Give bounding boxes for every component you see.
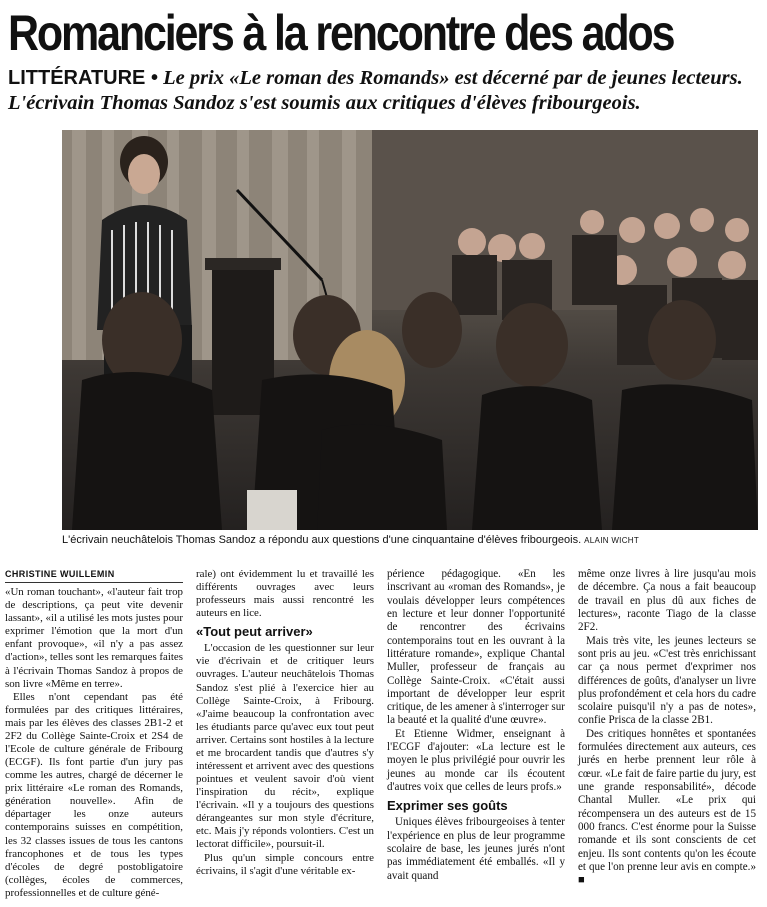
article-photo [62,130,758,530]
standfirst [8,66,760,116]
article-column-4 [578,568,756,888]
standfirst-text: Le prix «Le roman des Romands» est décerné par de jeunes lecteurs. L'écrivain Thomas Sandoz s'est soumis aux critiques d'élèves fribourgeois. [8,67,743,114]
article-column-3 [387,568,565,883]
headline: Romanciers à la rencontre des ados [8,5,674,61]
article-paragraph: rale) ont évidemment lu et travaillé les différents ouvrages avec leurs professeurs mais aussi rencontré les auteurs en lice. [196,568,374,620]
article-paragraph: périence pédagogique. «En les inscrivant au «roman des Romands», je voulais développer leurs compétences en lecture et leur donner l'opportunité de rencontrer des écrivains contemporains tout en les ouvrant à la littérature romande», explique Chantal Muller, professeur de français au Collège Sainte-Croix. «C'était aussi important de développer leur esprit critique, de les amener à s'interroger sur la beauté et la qualité d'une œuvre». [387,568,565,727]
photo-credit: ALAIN WICHT [584,536,640,545]
article-paragraph: Des critiques honnêtes et spontanées formulées directement aux auteurs, ces jurés en herbe prennent leur rôle à cœur. «Le fait de faire partie du jury, est une grande responsabilité», décode Chantal Muller. «Le prix qui récompensera un des auteurs est de 15 000 francs. C'est énorme pour la Suisse romande et ils sont conscients de cet enjeu. Ils sont contents qu'on les écoute et que l'on prenne leur avis en compte.» ■ [578,727,756,887]
classroom-photo-illustration [62,130,758,530]
photo-caption [62,533,758,548]
section-kicker: LITTÉRATURE • [8,67,158,89]
caption-text: L'écrivain neuchâtelois Thomas Sandoz a répondu aux questions d'une cinquantaine d'élèves fribourgeois. [62,534,582,546]
article-column-2 [196,568,374,878]
byline: CHRISTINE WUILLEMIN [5,568,183,583]
article-paragraph: «Un roman touchant», «l'auteur fait trop de descriptions, ça peut vite devenir lassant», «il a utilisé les mots justes pour exprimer l'émotion que la mort d'un enfant provoque», «il n'y a pas assez d'action», telles sont les remarques faites à l'écrivain Thomas Sandoz à propos de son livre «Même en terre». [5,586,183,690]
article-paragraph: Uniques élèves fribourgeoises à tenter l'expérience en plus de leur programme scolaire de base, les jeunes jurés n'ont pas immédiatement été emballés. «Il y avait quand [387,816,565,882]
article-column-1 [5,568,183,900]
article-paragraph: Plus qu'un simple concours entre écrivains, il s'agit d'une véritable ex- [196,851,374,877]
article-paragraph: même onze livres à lire jusqu'au mois de décembre. Ça nous a fait beaucoup de travail en plus dû aux fiches de lectures», raconte Tiago de la classe 2F2. [578,568,756,634]
subheading: Exprimer ses goûts [387,798,508,814]
subheading: «Tout peut arriver» [196,624,313,640]
article-paragraph: Et Etienne Widmer, enseignant à l'ECGF d'ajouter: «La lecture est le moyen le plus privilégié pour ouvrir les jeunes au monde car ils écoutent d'autres voix que celles de leurs profs.» [387,727,565,793]
article-paragraph: Elles n'ont cependant pas été formulées par des critiques littéraires, mais par les élèves des classes 2B1-2 et 2F2 du Collège Sainte-Croix et 2S4 de l'Ecole de culture générale de Fribourg (ECGF). Ils font partie d'un jury pas comme les autres, chargé de décerner le prix littéraire «Le roman des Romands, génération nouvelle». Afin de départager les onze auteurs contemporains suisses en compétition, les 32 classes issues de tous les cantons francophones et de tous les types d'écoles de degré postobligatoire (collèges, écoles de commerces, professionnelles et de culture géné- [5,690,183,899]
article-paragraph: Mais très vite, les jeunes lecteurs se sont pris au jeu. «C'est très enrichissant car ça nous permet d'exprimer nos différences de goûts, d'analyser un livre plus profondément et cela hors du cadre scolaire puisqu'il n'y a pas de notes», confie Prisca de la classe 2B1. [578,634,756,727]
article-paragraph: L'occasion de les questionner sur leur vie d'écrivain et de critiquer leurs ouvrages. L'auteur neuchâtelois Thomas Sandoz s'est plié à l'exercice hier au Collège Sainte-Croix, à Fribourg. «J'aime beaucoup la confrontation avec les étudiants parce qu'avec eux tout peut arriver. Certains sont hostiles à la lecture et me brocardent tandis que d'autres s'y intéressent et arrivent avec des questions pointues et veulent savoir d'où vient l'inspiration du récit», explique l'écrivain. «Il y a toujours des questions dérangeantes sur mon style d'écriture, etc. Mais j'y réponds volontiers. C'est un lectorat difficile», poursuit-il. [196,642,374,851]
